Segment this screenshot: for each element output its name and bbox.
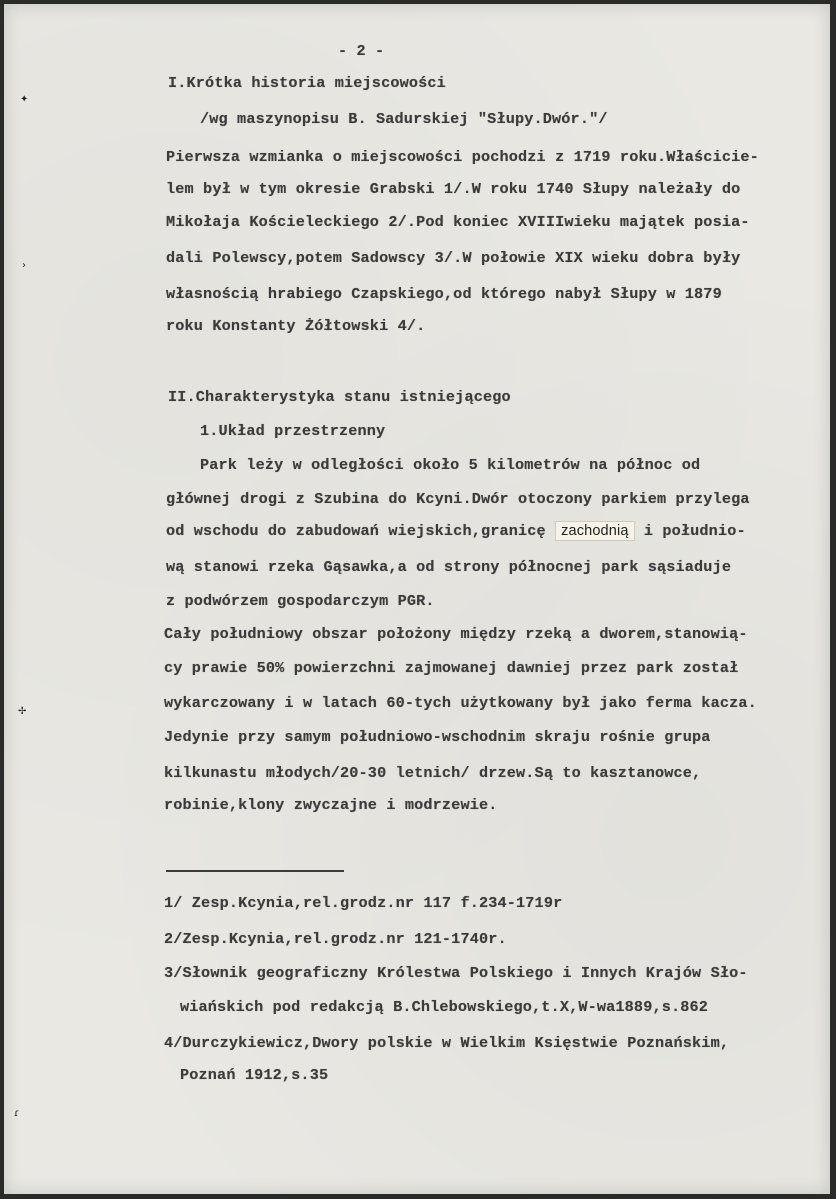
- binding-mark: ɾ: [14, 1108, 20, 1119]
- footnote-divider: [166, 870, 344, 872]
- source-note: /wg maszynopisu B. Sadurskiej "Słupy.Dwór."/: [200, 110, 608, 128]
- body-line: z podwórzem gospodarczym PGR.: [166, 592, 435, 610]
- body-line: głównej drogi z Szubina do Kcyni.Dwór otoczony parkiem przylega: [166, 490, 750, 508]
- footnote: 4/Durczykiewicz,Dwory polskie w Wielkim Księstwie Poznańskim,: [164, 1034, 730, 1052]
- body-line: własnością hrabiego Czapskiego,od którego nabył Słupy w 1879: [166, 285, 722, 303]
- body-line: kilkunastu młodych/20-30 letnich/ drzew.Są to kasztanowce,: [164, 764, 702, 782]
- body-line: Park leży w odległości około 5 kilometrów na północ od: [200, 456, 701, 474]
- body-line-with-highlight: [166, 522, 746, 540]
- binding-mark: ›: [22, 260, 26, 271]
- body-line: Pierwsza wzmianka o miejscowości pochodzi z 1719 roku.Właściciе-: [166, 148, 759, 166]
- body-line: Jedynie przy samym południowo-wschodnim skraju rośnie grupa: [164, 728, 711, 746]
- body-text: i południo-: [634, 522, 746, 540]
- footnote: Poznań 1912,s.35: [180, 1066, 329, 1084]
- body-line: lem był w tym okresie Grabski 1/.W roku 1740 Słupy należały do: [166, 180, 741, 198]
- body-line: wą stanowi rzeka Gąsawka,a od strony północnej park sąsiaduje: [166, 558, 732, 576]
- body-text: od wschodu do zabudowań wiejskich,granicę: [166, 522, 556, 540]
- footnote: wiańskich pod redakcją B.Chlebowskiego,t.X,W-wa1889,s.862: [180, 998, 709, 1016]
- footnote: 1/ Zesp.Kcynia,rel.grodz.nr 117 f.234-1719r: [164, 894, 563, 912]
- body-line: robinie,klony zwyczajne i modrzewie.: [164, 796, 498, 814]
- binding-mark: ✢: [18, 706, 27, 717]
- page-number: - 2 -: [338, 42, 385, 60]
- subsection-heading: 1.Układ przestrzenny: [200, 422, 386, 440]
- body-line: cy prawie 50% powierzchni zajmowanej dawniej przez park został: [164, 659, 739, 677]
- body-line: wykarczowany i w latach 60-tych użytkowany był jako ferma kacza.: [164, 694, 757, 712]
- binding-mark: ✦: [20, 94, 29, 105]
- section-heading: II.Charakterystyka stanu istniejącego: [168, 388, 511, 406]
- body-line: Cały południowy obszar położony między rzeką a dworem,stanowią-: [164, 625, 748, 643]
- body-line: roku Konstanty Żółtowski 4/.: [166, 317, 426, 335]
- body-line: Mikołaja Kościeleckiego 2/.Pod koniec XVIIIwieku majątek posia-: [166, 213, 750, 231]
- body-line: dali Polewscy,potem Sadowscy 3/.W połowie XIX wieku dobra były: [166, 249, 741, 267]
- section-heading: I.Krótka historia miejscowości: [168, 74, 446, 92]
- footnote: 3/Słownik geograficzny Królestwa Polskiego i Innych Krajów Sło-: [164, 964, 748, 982]
- highlighted-word: zachodnią: [555, 521, 634, 541]
- footnote: 2/Zesp.Kcynia,rel.grodz.nr 121-1740r.: [164, 930, 507, 948]
- document-page: [4, 4, 830, 1194]
